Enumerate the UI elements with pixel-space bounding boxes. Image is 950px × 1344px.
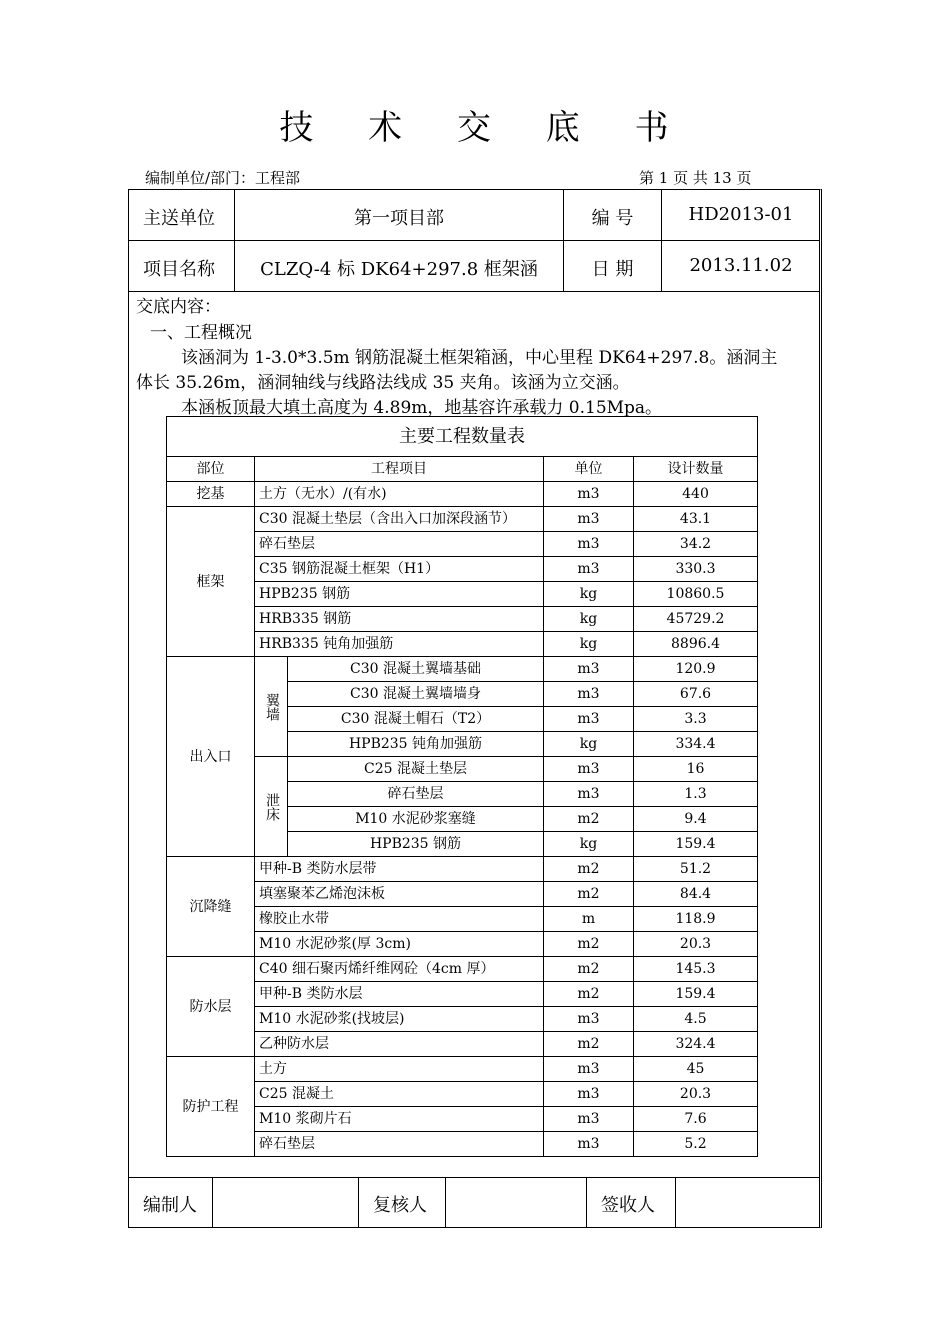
reviewer-label: 复核人: [373, 1195, 427, 1216]
qty-cell: 159.4: [634, 982, 758, 1007]
unit-cell: m3: [544, 482, 634, 507]
unit-cell: m2: [544, 807, 634, 832]
qty-cell: 440: [634, 482, 758, 507]
qty-cell: 4.5: [634, 1007, 758, 1032]
item-cell: 橡胶止水带: [255, 907, 544, 932]
qty-cell: 1.3: [634, 782, 758, 807]
date-value: 2013.11.02: [689, 255, 793, 276]
item-cell: 填塞聚苯乙烯泡沫板: [255, 882, 544, 907]
qty-cell: 20.3: [634, 1082, 758, 1107]
qty-cell: 7.6: [634, 1107, 758, 1132]
item-cell: HRB335 钢筋: [255, 607, 544, 632]
item-cell: C25 混凝土: [255, 1082, 544, 1107]
qty-cell: 334.4: [634, 732, 758, 757]
qty-cell: 51.2: [634, 857, 758, 882]
section-heading: 一、工程概况: [150, 323, 252, 343]
editor-label: 编制人: [143, 1195, 197, 1216]
qty-cell: 10860.5: [634, 582, 758, 607]
unit-cell: m2: [544, 957, 634, 982]
table-row: [167, 982, 758, 1007]
date-label: 日 期: [591, 259, 634, 280]
table-row: [167, 957, 758, 982]
unit-cell: kg: [544, 832, 634, 857]
send-unit-label: 主送单位: [143, 208, 215, 229]
table-row: [167, 1032, 758, 1057]
item-cell: HPB235 钢筋: [288, 832, 544, 857]
item-cell: 甲种-B 类防水层带: [255, 857, 544, 882]
col-header-part: 部位: [167, 457, 255, 482]
item-cell: C30 混凝土翼墙基础: [288, 657, 544, 682]
unit-cell: kg: [544, 607, 634, 632]
page-info: 第 1 页 共 13 页: [639, 169, 752, 187]
subgroup-label: [255, 757, 288, 857]
unit-cell: m3: [544, 757, 634, 782]
qty-cell: 43.1: [634, 507, 758, 532]
unit-cell: m2: [544, 857, 634, 882]
item-cell: 甲种-B 类防水层: [255, 982, 544, 1007]
qty-cell: 118.9: [634, 907, 758, 932]
col-header-item: 工程项目: [255, 457, 544, 482]
table-row: [167, 1082, 758, 1107]
qty-cell: 8896.4: [634, 632, 758, 657]
unit-department: 编制单位/部门：工程部: [145, 169, 301, 187]
subgroup-label: [255, 657, 288, 757]
unit-cell: m2: [544, 982, 634, 1007]
unit-cell: m3: [544, 507, 634, 532]
qty-cell: 9.4: [634, 807, 758, 832]
table-row: [167, 1132, 758, 1157]
table-row: [167, 632, 758, 657]
unit-cell: kg: [544, 632, 634, 657]
number-value: HD2013-01: [688, 204, 794, 225]
unit-cell: m2: [544, 882, 634, 907]
qty-cell: 45: [634, 1057, 758, 1082]
project-value: CLZQ-4 标 DK64+297.8 框架涵: [260, 259, 538, 280]
item-cell: HPB235 钢筋: [255, 582, 544, 607]
qty-cell: 324.4: [634, 1032, 758, 1057]
number-label: 编 号: [591, 208, 634, 229]
table-row: [167, 1007, 758, 1032]
table-caption: 主要工程数量表: [167, 417, 758, 457]
item-cell: C30 混凝土帽石（T2）: [288, 707, 544, 732]
item-cell: C40 细石聚丙烯纤维网砼（4cm 厚）: [255, 957, 544, 982]
table-row: [167, 1107, 758, 1132]
group-label: 防水层: [167, 957, 255, 1057]
table-row: [167, 907, 758, 932]
item-cell: 乙种防水层: [255, 1032, 544, 1057]
table-row: [167, 607, 758, 632]
item-cell: 碎石垫层: [255, 532, 544, 557]
col-header-qty: 设计数量: [634, 457, 758, 482]
item-cell: C35 钢筋混凝土框架（H1）: [255, 557, 544, 582]
qty-cell: 45729.2: [634, 607, 758, 632]
item-cell: HRB335 钝角加强筋: [255, 632, 544, 657]
unit-cell: m3: [544, 557, 634, 582]
document-title: 技 术 交 底 书: [279, 108, 691, 148]
unit-cell: m3: [544, 532, 634, 557]
unit-cell: m3: [544, 682, 634, 707]
qty-cell: 84.4: [634, 882, 758, 907]
item-cell: C25 混凝土垫层: [288, 757, 544, 782]
project-label: 项目名称: [143, 259, 215, 280]
table-row: [167, 507, 758, 532]
item-cell: M10 水泥砂浆塞缝: [288, 807, 544, 832]
item-cell: M10 浆砌片石: [255, 1107, 544, 1132]
paragraph-line: 该涵洞为 1-3.0*3.5m 钢筋混凝土框架箱涵，中心里程 DK64+297.8。涵洞主: [181, 348, 778, 368]
qty-cell: 16: [634, 757, 758, 782]
qty-cell: 67.6: [634, 682, 758, 707]
item-cell: HPB235 钝角加强筋: [288, 732, 544, 757]
table-row: [167, 882, 758, 907]
unit-cell: m2: [544, 1032, 634, 1057]
table-header-row: [167, 457, 758, 482]
table-row: [167, 932, 758, 957]
qty-cell: 159.4: [634, 832, 758, 857]
table-row: [167, 557, 758, 582]
content-heading: 交底内容：: [136, 297, 221, 317]
unit-cell: m3: [544, 707, 634, 732]
qty-cell: 34.2: [634, 532, 758, 557]
qty-cell: 330.3: [634, 557, 758, 582]
table-row: [167, 1057, 758, 1082]
table-row: [167, 582, 758, 607]
item-cell: 碎石垫层: [288, 782, 544, 807]
group-label: 挖基: [167, 482, 255, 507]
group-label: 出入口: [167, 657, 255, 857]
paragraph-line: 本涵板顶最大填土高度为 4.89m，地基容许承载力 0.15Mpa。: [181, 398, 663, 418]
unit-cell: m3: [544, 657, 634, 682]
table-row: [167, 532, 758, 557]
unit-cell: m: [544, 907, 634, 932]
col-header-unit: 单位: [544, 457, 634, 482]
item-cell: C30 混凝土垫层（含出入口加深段涵节）: [255, 507, 544, 532]
quantity-table: [166, 416, 758, 1157]
subgroup-text: 翼墙: [264, 692, 280, 721]
unit-cell: kg: [544, 582, 634, 607]
unit-cell: m3: [544, 1107, 634, 1132]
unit-cell: m2: [544, 932, 634, 957]
unit-cell: m3: [544, 1082, 634, 1107]
qty-cell: 120.9: [634, 657, 758, 682]
group-label: 框架: [167, 507, 255, 657]
send-unit-value: 第一项目部: [354, 208, 444, 229]
table-row: [167, 857, 758, 882]
unit-cell: m3: [544, 1132, 634, 1157]
item-cell: 土方: [255, 1057, 544, 1082]
receiver-label: 签收人: [601, 1195, 655, 1216]
paragraph-line: 体长 35.26m，涵洞轴线与线路法线成 35 夹角。该涵为立交涵。: [136, 373, 630, 393]
table-row: [167, 757, 758, 782]
table-row: [167, 657, 758, 682]
unit-cell: m3: [544, 1057, 634, 1082]
item-cell: 碎石垫层: [255, 1132, 544, 1157]
item-cell: C30 混凝土翼墙墙身: [288, 682, 544, 707]
qty-cell: 20.3: [634, 932, 758, 957]
subgroup-text: 泄床: [264, 792, 280, 821]
qty-cell: 5.2: [634, 1132, 758, 1157]
group-label: 沉降缝: [167, 857, 255, 957]
table-row: [167, 482, 758, 507]
item-cell: 土方（无水）/(有水): [255, 482, 544, 507]
qty-cell: 3.3: [634, 707, 758, 732]
item-cell: M10 水泥砂浆(找坡层): [255, 1007, 544, 1032]
item-cell: M10 水泥砂浆(厚 3cm): [255, 932, 544, 957]
unit-cell: m3: [544, 1007, 634, 1032]
unit-cell: m3: [544, 782, 634, 807]
qty-cell: 145.3: [634, 957, 758, 982]
unit-cell: kg: [544, 732, 634, 757]
group-label: 防护工程: [167, 1057, 255, 1157]
